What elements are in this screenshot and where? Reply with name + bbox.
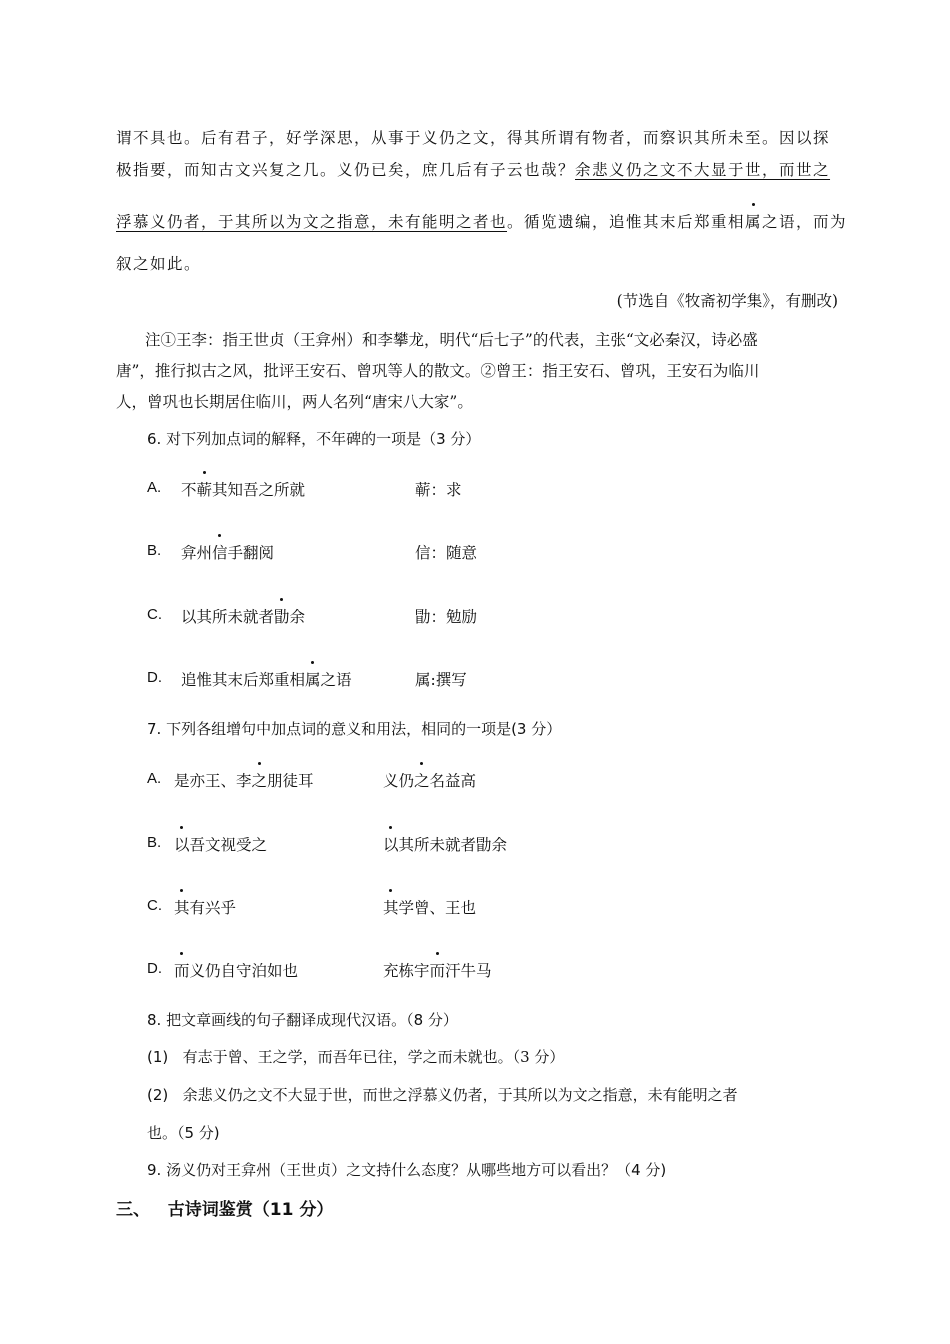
q7-b1-dotted-char: 以 [174, 833, 190, 855]
q8-item-2 [147, 1084, 738, 1105]
q8-item-1-number: (1) [147, 1048, 169, 1066]
q7-option-b-first [174, 833, 267, 855]
q6-a-dotted-char: 蕲 [197, 478, 213, 500]
question-8-stem: 8. 把文章画线的句子翻译成现代汉语。（8 分） [147, 1011, 458, 1029]
q6-option-c-gloss: 勖：勉励 [415, 608, 478, 626]
q7-option-d-letter: D. [147, 960, 162, 977]
underlined-sentence-part-2: 浮慕义仍者，于其所以为文之指意，未有能明之者也 [116, 213, 508, 231]
q7-d1-dotted-char: 而 [174, 959, 190, 981]
q6-option-a-letter: A. [147, 479, 162, 496]
q7-option-a-letter: A. [147, 770, 162, 787]
q7-option-d-second [383, 959, 492, 981]
q6-d-pre: 追惟其末后郑重相 [181, 671, 306, 689]
passage-line-3 [116, 210, 848, 232]
note-line-2: 唐”，推行拟古之风，批评王安石、曾巩等人的散文。②曾王：指王安石、曾巩，王安石为临川 [116, 362, 760, 380]
note-line-3: 人，曾巩也长期居住临川，两人名列“唐宋八大家”。 [116, 393, 473, 411]
passage-line-3-plain-a: 。循览遗编，追惟其末后郑重相 [507, 213, 746, 231]
q7-option-c-first [174, 896, 236, 918]
q6-option-c-letter: C. [147, 606, 162, 623]
q6-c-pre: 以其所未就者 [181, 608, 275, 626]
q7-d2-dotted-char: 而 [430, 959, 446, 981]
section-3-number: 三、 [116, 1200, 150, 1220]
q7-a1-post: 朋徒耳 [267, 772, 314, 790]
q6-b-post: 手翻阅 [227, 544, 275, 562]
q6-option-d-gloss: 属:撰写 [415, 671, 467, 689]
q6-option-b-gloss: 信：随意 [415, 544, 478, 562]
q7-c2-post: 学曾、王也 [398, 899, 477, 917]
q7-option-b-letter: B. [147, 834, 162, 851]
q7-a1-pre: 是亦王、李 [174, 772, 252, 790]
q7-c1-post: 有兴乎 [189, 899, 237, 917]
question-6-stem: 6. 对下列加点词的解释，不年碑的一项是（3 分） [147, 430, 481, 448]
q8-item-2-number: (2) [147, 1086, 169, 1104]
q7-b1-post: 吾文视受之 [189, 836, 268, 854]
question-9-stem: 9. 汤义仍对王弇州（王世贞）之文持什么态度？从哪些地方可以看出？（4 分) [147, 1161, 667, 1179]
q7-d1-post: 义仍自守泊如也 [189, 962, 299, 980]
q7-a1-dotted-char: 之 [252, 769, 268, 791]
q7-option-a-second [383, 769, 476, 791]
passage-line-3-plain-b: 之语，而为 [762, 213, 848, 231]
q6-a-post: 其知吾之所就 [212, 481, 306, 499]
underlined-sentence-part-1: 余悲义仍之文不大显于世，而世之 [575, 161, 831, 179]
passage-line-1: 谓不具也。后有君子，好学深思，从事于义仍之文，得其所谓有物者，而察识其所未至。因以探 [116, 129, 831, 147]
q7-a2-dotted-char: 之 [414, 769, 430, 791]
q7-a2-post: 名益高 [429, 772, 477, 790]
passage-line-4: 叙之如此。 [116, 255, 202, 273]
q7-option-a-first [174, 769, 314, 791]
dotted-char: 属 [745, 210, 762, 232]
q6-b-pre: 弇州 [181, 544, 213, 562]
q7-option-c-second [383, 896, 476, 918]
q7-c1-dotted-char: 其 [174, 896, 190, 918]
q6-option-d-letter: D. [147, 669, 162, 686]
note-line-1: 注①王李：指王世贞（王弇州）和李攀龙，明代“后七子”的代表，主张“文必秦汉，诗必盛 [145, 331, 758, 349]
q6-option-d-text [181, 668, 352, 690]
q8-item-1-text: 有志于曾、王之学，而吾年已往，学之而未就也。（3 分） [182, 1048, 565, 1066]
q6-c-dotted-char: 勖 [274, 605, 290, 627]
q7-b2-dotted-char: 以 [383, 833, 399, 855]
q6-c-post: 余 [289, 608, 306, 626]
q8-item-2-continuation: 也。（5 分) [147, 1124, 220, 1142]
q7-a2-pre: 义仍 [383, 772, 415, 790]
passage-line-2 [116, 158, 838, 180]
q6-b-dotted-char: 信 [212, 541, 228, 563]
q8-item-2-text: 余悲义仍之文不大显于世，而世之浮慕义仍者，于其所以为文之指意，未有能明之者 [182, 1086, 738, 1104]
q7-d2-post: 汗牛马 [445, 962, 492, 980]
section-3-heading [116, 1195, 333, 1220]
q6-option-a-gloss: 蕲：求 [415, 481, 462, 499]
q6-d-dotted-char: 属 [305, 668, 321, 690]
section-3-title: 古诗词鉴赏（11 分） [167, 1200, 334, 1220]
q6-option-c-text [181, 605, 305, 627]
passage-line-2-plain: 极指要，而知古文兴复之几。义仍已矣，庶几后有子云也哉？ [116, 161, 576, 179]
q7-d2-pre: 充栋宇 [383, 962, 430, 980]
q7-option-d-first [174, 959, 298, 981]
q7-c2-dotted-char: 其 [383, 896, 399, 918]
q6-option-b-text [181, 541, 274, 563]
q6-option-a-text [181, 478, 305, 500]
q8-item-1 [147, 1046, 564, 1067]
source-citation: (节选自《牧斋初学集》，有删改) [616, 292, 838, 310]
q7-b2-post: 其所未就者勖余 [398, 836, 508, 854]
q6-d-post: 之语 [320, 671, 352, 689]
q6-option-b-letter: B. [147, 542, 162, 559]
q7-option-c-letter: C. [147, 897, 162, 914]
q7-option-b-second [383, 833, 507, 855]
q6-a-pre: 不 [181, 481, 197, 499]
question-7-stem: 7. 下列各组增句中加点词的意义和用法，相同的一项是(3 分） [147, 720, 562, 738]
